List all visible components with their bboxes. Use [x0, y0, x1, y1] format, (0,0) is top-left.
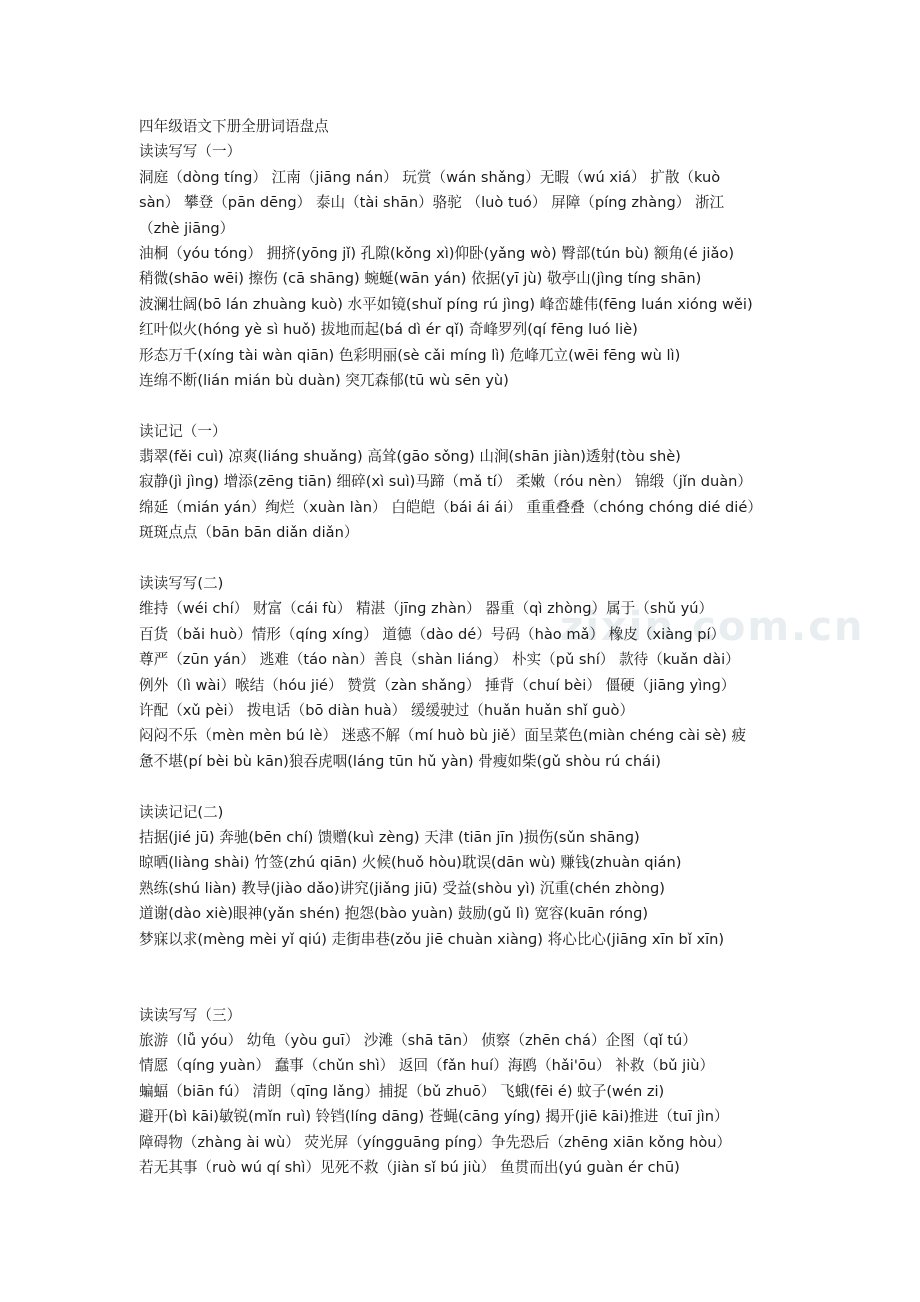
document-title: 四年级语文下册全册词语盘点: [139, 118, 329, 135]
text-line: sàn） 攀登（pān dēng） 泰山（tài shān）骆驼 （luò tuó） 屏障（píng zhàng） 浙江: [139, 194, 725, 212]
text-line: 读记记（一）: [139, 422, 227, 440]
text-line: 读读写写(二): [139, 575, 224, 593]
text-line: 稍微(shāo wēi) 擦伤 (cā shāng) 蜿蜒(wān yán) 依据(yī jù) 敬亭山(jìng tíng shān): [139, 270, 702, 288]
text-line: （zhè jiāng）: [139, 219, 235, 237]
text-line: 绵延（mián yán）绚烂（xuàn làn） 白皑皑（bái ái ái） 重重叠叠（chóng chóng dié dié）: [139, 498, 762, 516]
text-line: 红叶似火(hóng yè sì huǒ) 拔地而起(bá dì ér qǐ) 奇峰罗列(qí fēng luó liè): [139, 321, 638, 339]
blank-line: [139, 393, 799, 418]
text-line: 若无其事（ruò wú qí shì）见死不救（jiàn sǐ bú jiù） 鱼贯而出(yú ɡuàn ér chū): [139, 1159, 680, 1177]
text-line: 翡翠(fěi cuì) 凉爽(liáng shuǎng) 高耸(gāo sǒng) 山涧(shān jiàn)透射(tòu shè): [139, 448, 681, 466]
text-line: 旅游（lǚ yóu） 幼龟（yòu ɡuī） 沙滩（shā tān） 侦察（zhēn chá）企图（qǐ tú）: [139, 1032, 697, 1050]
text-line: 许配（xǔ pèi） 拨电话（bō diàn huà） 缓缓驶过（huǎn huǎn shǐ ɡuò）: [139, 701, 635, 719]
text-line: 蝙蝠（biān fú） 清朗（qīnɡ lǎnɡ）捕捉（bǔ zhuō） 飞蛾(fēi é) 蚊子(wén zi): [139, 1082, 665, 1100]
text-line: 闷闷不乐（mèn mèn bú lè） 迷惑不解（mí huò bù jiě）面呈菜色(miàn chénɡ cài sè) 疲: [139, 727, 747, 745]
document-body: [139, 114, 799, 1180]
text-line: 情愿（qínɡ yuàn） 蠢事（chǔn shì） 返回（fǎn huí）海鸥（hǎi'ōu） 补救（bǔ jiù）: [139, 1057, 715, 1075]
text-line: 连绵不断(lián mián bù duàn) 突兀森郁(tū wù sēn yù): [139, 371, 509, 389]
text-line: 维持（wéi chí） 财富（cái fù） 精湛（jīnɡ zhàn） 器重（qì zhònɡ）属于（shǔ yú）: [139, 600, 714, 618]
blank-line: [139, 546, 799, 571]
text-line: 波澜壮阔(bō lán zhuàng kuò) 水平如镜(shuǐ píng rú jìng) 峰峦雄伟(fēng luán xióng wěi): [139, 295, 753, 313]
text-line: 读读记记(二): [139, 803, 224, 821]
text-line: 读读写写（一）: [139, 143, 242, 161]
text-line: 斑斑点点（bān bān diǎn diǎn）: [139, 524, 359, 542]
text-line: 形态万千(xíng tài wàn qiān) 色彩明丽(sè cǎi míng lì) 危峰兀立(wēi fēng wù lì): [139, 346, 681, 364]
text-line: 寂静(jì jìng) 增添(zēng tiān) 细碎(xì suì)马蹄（mǎ tí） 柔嫩（róu nèn） 锦缎（jǐn duàn）: [139, 473, 753, 491]
text-line: 惫不堪(pí bèi bù kān)狼吞虎咽(lánɡ tūn hǔ yàn) 骨瘦如柴(ɡǔ shòu rú chái): [139, 752, 661, 770]
text-line: 道谢(dào xiè)眼神(yǎn shén) 抱怨(bào yuàn) 鼓励(ɡǔ lì) 宽容(kuān rónɡ): [139, 905, 649, 923]
text-line: 尊严（zūn yán） 逃难（táo nàn）善良（shàn liánɡ） 朴实（pǔ shí） 款待（kuǎn dài）: [139, 651, 740, 669]
blank-line: [139, 952, 799, 977]
blank-line: [139, 774, 799, 799]
text-line: 百货（bǎi huò）情形（qínɡ xínɡ） 道德（dào dé）号码（hào mǎ） 橡皮（xiànɡ pí）: [139, 625, 726, 643]
blank-line: [139, 977, 799, 1002]
text-line: 拮据(jié jū) 奔驰(bēn chí) 馈赠(kuì zènɡ) 天津 (tiān jīn )损伤(sǔn shānɡ): [139, 828, 640, 846]
text-line: 油桐（yóu tóng） 拥挤(yōng jǐ) 孔隙(kǒng xì)仰卧(yǎng wò) 臀部(tún bù) 额角(é jiǎo): [139, 244, 735, 262]
text-line: 晾晒(liànɡ shài) 竹签(zhú qiān) 火候(huǒ hòu)耽误(dān wù) 赚钱(zhuàn qián): [139, 854, 682, 872]
text-line: 读读写写（三）: [139, 1006, 242, 1024]
text-line: 障碍物（zhànɡ ài wù） 荧光屏（yínɡɡuānɡ pínɡ）争先恐后（zhēnɡ xiān kǒnɡ hòu）: [139, 1133, 732, 1151]
text-line: 避开(bì kāi)敏锐(mǐn ruì) 铃铛(línɡ dānɡ) 苍蝇(cānɡ yínɡ) 揭开(jiē kāi)推进（tuī jìn）: [139, 1108, 729, 1126]
text-line: 梦寐以求(mènɡ mèi yǐ qiú) 走街串巷(zǒu jiē chuàn xiànɡ) 将心比心(jiānɡ xīn bǐ xīn): [139, 930, 725, 948]
text-line: 熟练(shú liàn) 教导(jiào dǎo)讲究(jiǎnɡ jiū) 受益(shòu yì) 沉重(chén zhònɡ): [139, 879, 666, 897]
text-line: 洞庭（dòng tíng） 江南（jiāng nán） 玩赏（wán shǎng）无暇（wú xiá） 扩散（kuò: [139, 168, 721, 186]
text-line: 例外（lì wài）喉结（hóu jié） 赞赏（zàn shǎnɡ） 捶背（chuí bèi） 僵硬（jiānɡ yìnɡ）: [139, 676, 736, 694]
watermark: zixin.com.cn: [560, 604, 865, 650]
